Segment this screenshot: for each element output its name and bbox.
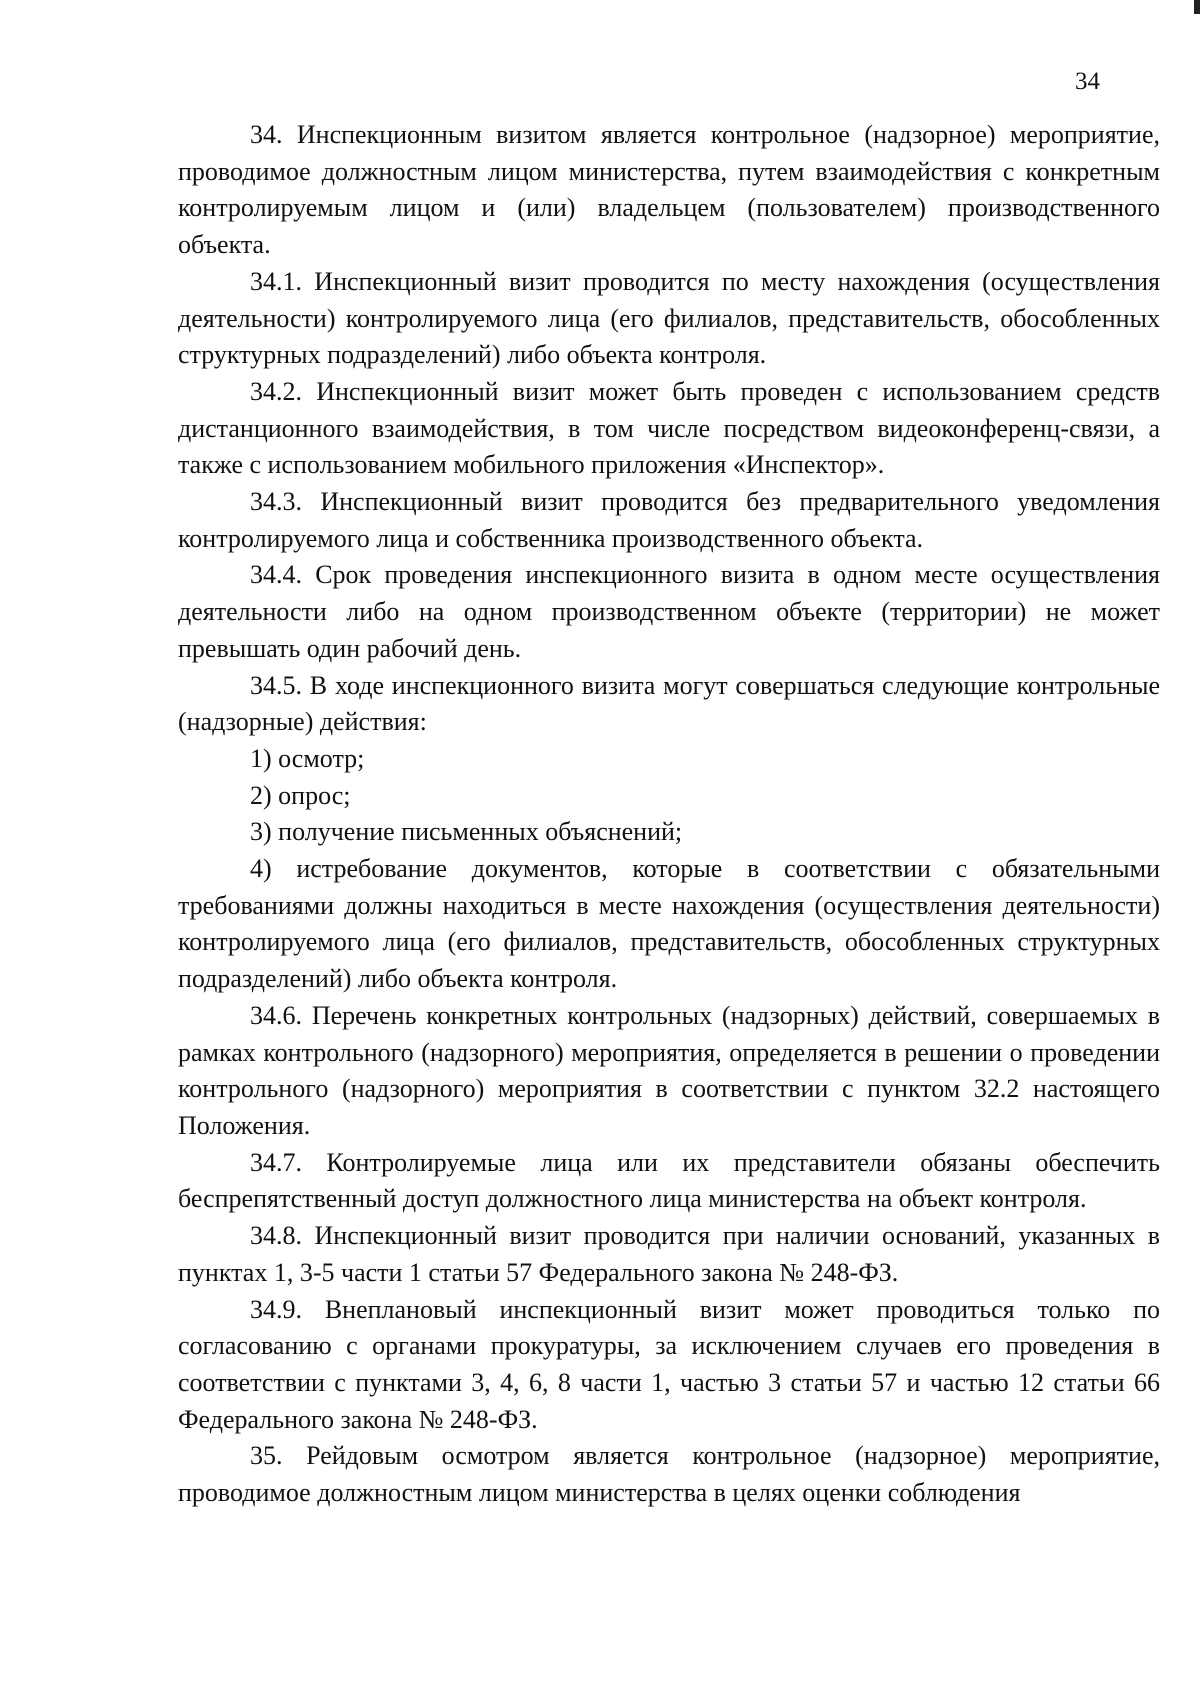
paragraph-35: 35. Рейдовым осмотром является контрольное (надзорное) мероприятие, проводимое должностным лицом министерства в целях оценки соблюдения: [178, 1441, 1160, 1508]
list-item-1: 1) осмотр;: [250, 743, 365, 773]
paragraph-34-4: 34.4. Срок проведения инспекционного визита в одном месте осуществления деятельности либо на одном производственном объекте (территории) не может превышать один рабочий день.: [178, 560, 1160, 663]
list-item-4: 4) истребование документов, которые в соответствии с обязательными требованиями должны находиться в месте нахождения (осуществления деятельности) контролируемого лица (его филиалов, представительств, обособленных структурных подразделений) либо объекта контроля.: [178, 854, 1160, 994]
paragraph-34-2: 34.2. Инспекционный визит может быть проведен с использованием средств дистанционного взаимодействия, в том числе посредством видеоконференц-связи, а также с использованием мобильного приложения «Инспектор».: [178, 376, 1160, 480]
paragraph-34-7: 34.7. Контролируемые лица или их представители обязаны обеспечить беспрепятственный доступ должностного лица министерства на объект контроля.: [178, 1147, 1160, 1214]
paragraph-34-3: 34.3. Инспекционный визит проводится без предварительного уведомления контролируемого лица и собственника производственного объекта.: [178, 487, 1160, 553]
page-number: 34: [1075, 68, 1100, 95]
list-item-3: 3) получение письменных объяснений;: [250, 817, 683, 847]
paragraph-34-5: 34.5. В ходе инспекционного визита могут совершаться следующие контрольные (надзорные) действия:: [178, 670, 1160, 737]
paragraph-34-9: 34.9. Внеплановый инспекционный визит может проводиться только по согласованию с органами прокуратуры, за исключением случаев его проведения в соответствии с пунктами 3, 4, 6, 8 части 1, частью 3 статьи 57 и частью 12 статьи 66 Федерального закона № 248-ФЗ.: [178, 1294, 1160, 1434]
paragraph-34-8: 34.8. Инспекционный визит проводится при наличии оснований, указанных в пунктах 1, 3-5 части 1 статьи 57 Федерального закона № 248-ФЗ.: [178, 1221, 1160, 1287]
scan-corner-mark: [1194, 0, 1200, 14]
list-item-2: 2) опрос;: [250, 780, 351, 810]
document-body: [178, 117, 1160, 1512]
paragraph-34: 34. Инспекционным визитом является контрольное (надзорное) мероприятие, проводимое должностным лицом министерства, путем взаимодействия с конкретным контролируемым лицом и (или) владельцем (пользователем) производственного объекта.: [178, 120, 1160, 260]
paragraph-34-6: 34.6. Перечень конкретных контрольных (надзорных) действий, совершаемых в рамках контрольного (надзорного) мероприятия, определяется в решении о проведении контрольного (надзорного) мероприятия в соответствии с пунктом 32.2 настоящего Положения.: [178, 1000, 1160, 1140]
paragraph-34-1: 34.1. Инспекционный визит проводится по месту нахождения (осуществления деятельности) контролируемого лица (его филиалов, представительств, обособленных структурных подразделений) либо объекта контроля.: [178, 266, 1160, 370]
